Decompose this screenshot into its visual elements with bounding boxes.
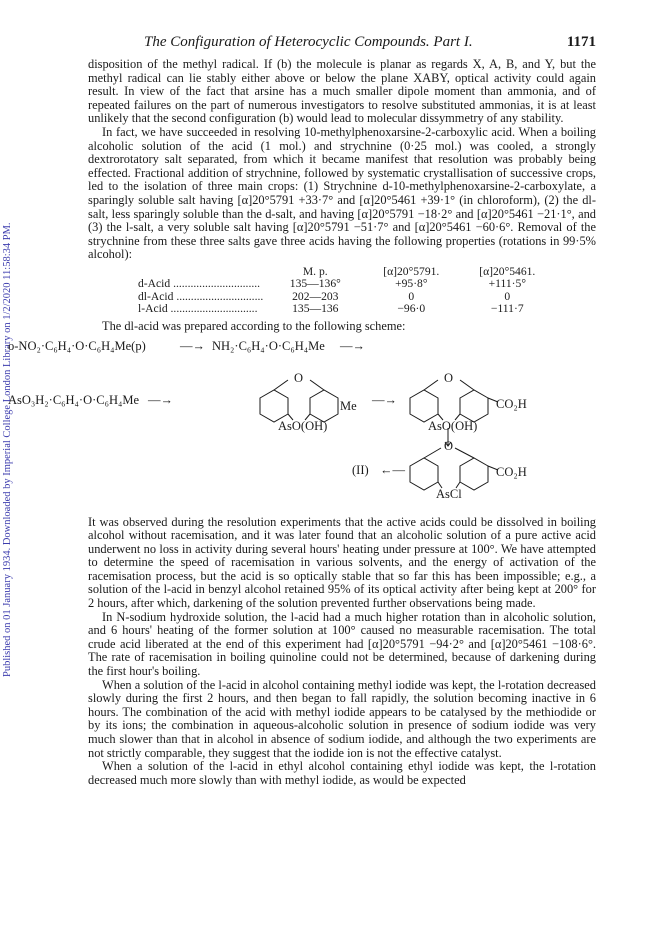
- oxygen-label: O: [294, 370, 304, 385]
- table-row: [134, 303, 555, 316]
- table-cell: l-Acid ..............................: [138, 302, 258, 316]
- table-header: [α]20°5461.: [479, 264, 536, 278]
- scheme-arrow: —→: [372, 392, 397, 407]
- table-header: [α]20°5791.: [383, 264, 440, 278]
- carboxyl-label: CO₂H: [496, 464, 527, 479]
- scheme-arrow: —→: [340, 338, 365, 353]
- scheme-start-compound: o-NO₂·C₆H₄·O·C₆H₄Me(p): [8, 338, 146, 353]
- methyl-label: Me: [340, 398, 357, 413]
- oxygen-label: O: [444, 370, 454, 385]
- benzene-ring: [410, 390, 438, 422]
- benzene-ring: [410, 458, 438, 490]
- bond: [424, 380, 438, 390]
- paragraph: disposition of the methyl radical. If (b) the molecule is planar as regards X, A, B, and Y, but the methyl radical can lie stably either above or below the plane XABY, optical activity could again result. In view of the fact that arsine has a much smaller dipole moment than ammonia, and of repeated failures on the part of numerous investigators to resolve substituted ammonias, it is at least unlikely that the second configuration (b) would lead to molecular dissymmetry of any stability.: [88, 57, 596, 126]
- article-body: [8, 57, 596, 787]
- scheme-arrow-left: ←—: [380, 462, 405, 477]
- compound-ii-label: (II): [352, 462, 369, 477]
- table-header: M. p.: [302, 264, 328, 278]
- scheme-structures: [88, 336, 596, 514]
- carboxyl-label: CO₂H: [496, 396, 527, 411]
- table-cell: 0: [408, 289, 415, 303]
- download-notice: Published on 01 January 1934. Downloaded by Imperial College London Library on 1/2/2020 11:58:34 PM.: [2, 222, 13, 678]
- bond: [455, 448, 474, 458]
- table-cell: −96·0: [397, 302, 426, 316]
- table-cell: −111·7: [490, 302, 524, 316]
- table-cell: d-Acid ..............................: [138, 277, 261, 291]
- scheme-amine-compound: NH₂·C₆H₄·O·C₆H₄Me: [212, 338, 325, 353]
- scheme-arrow: —→: [148, 392, 173, 407]
- oxygen-label: O: [444, 438, 454, 453]
- paragraph: When a solution of the l-acid in ethyl alcohol containing ethyl iodide was kept, the l-rotation decreased much more slowly than with methyl iodide, as would be expected: [88, 759, 596, 787]
- bond: [424, 448, 441, 458]
- paragraph: When a solution of the l-acid in alcohol containing methyl iodide was kept, the l-rotation decreased slowly during the first 2 hours, and then began to fall rapidly, the solution becoming inactive in 6 hours. The combination of the acid with methyl iodide appears to be catalysed by the methiodide or by its ions; the combination in aqueous-alcoholic solution in presence of sodium iodide was very much slower than that in alcohol in absence of sodium iodide, and although the two experiments are not strictly comparable, they suggest that the iodide ion is not the effective catalyst.: [88, 677, 596, 760]
- benzene-ring: [260, 390, 288, 422]
- scheme-arsonic-acid: AsO₃H₂·C₆H₄·O·C₆H₄Me: [8, 392, 139, 407]
- acid-properties-table: [134, 266, 555, 316]
- page-number: 1171: [566, 34, 596, 50]
- bond: [460, 380, 474, 390]
- aso-oh-label: AsO(OH): [428, 418, 478, 433]
- table-cell: 0: [504, 289, 511, 303]
- table-cell: 202—203: [292, 289, 339, 303]
- benzene-ring: [310, 390, 338, 422]
- table-cell: +111·5°: [488, 277, 526, 291]
- bond: [274, 380, 288, 390]
- paragraph: In fact, we have succeeded in resolving 10-methylphenoxarsine-2-carboxylic acid. When a boiling alcoholic solution of the acid (1 mol.) and strychnine (0·25 mol.) was cooled, a strongly dextrorotatory salt separated, from which it became manifest that resolution was probably being effected. Fractional addition of strychnine, followed by systematic crystallisation of successive crops, led to the isolation of three main crops: (1) Strychnine d-10-methylphenoxarsine-2-carboxylate, a sparingly soluble salt having [α]20°5791 +33·7° and [α]20°5461 +39·1° (in chloroform), (2) the dl-salt, less sparingly soluble than the d-salt, and having [α]20°5791 −18·2° and [α]20°5461 −21·1°, and (3) the l-salt, a very soluble salt having [α]20°5791 −51·7° and [α]20°5461 −60·6°. Removal of the strychnine from these three salts gave three acids having the following properties (rotations in 99·5% alcohol):: [88, 124, 596, 262]
- benzene-ring: [460, 390, 488, 422]
- table-cell: 135—136°: [289, 277, 341, 291]
- table-cell: +95·8°: [395, 277, 428, 291]
- ascl-label: AsCl: [436, 486, 462, 501]
- benzene-ring: [460, 458, 488, 490]
- table-cell: 135—136: [292, 302, 339, 316]
- paragraph: It was observed during the resolution experiments that the active acids could be dissolved in boiling alcohol without racemisation, and it was later found that an alcoholic solution of a pure active acid underwent no loss in activity during several hours' heating under pressure at 100°. We have attempted to determine the speed of racemisation in various solvents, and the energy of activation of the racemisation process, but the acid is so optically stable that so far this has been impossible; e.g., a solution of the l-acid in benzyl alcohol retained 95% of its optical activity after being kept at 200° for 2 hours, after which, darkening of the solution prevented further observations being made.: [88, 514, 596, 611]
- running-title: The Configuration of Heterocyclic Compounds. Part I.: [144, 34, 473, 50]
- scheme-arrow: —→: [180, 338, 205, 353]
- paragraph: The dl-acid was prepared according to the following scheme:: [102, 318, 406, 333]
- reaction-scheme: [8, 336, 596, 514]
- running-header: [88, 34, 596, 52]
- paragraph: In N-sodium hydroxide solution, the l-acid had a much higher rotation than in alcoholic solution, and 6 hours' heating of the former solution at 100° caused no measurable racemisation. The total crude acid liberated at the end of this experiment had [α]20°5791 −94·2° and [α]20°5461 −108·6°. The rate of racemisation in boiling quinoline could not be determined, because of darkening during the first hour's boiling.: [88, 609, 596, 679]
- bond: [310, 380, 324, 390]
- aso-oh-label: AsO(OH): [278, 418, 328, 433]
- table-cell: dl-Acid ..............................: [138, 289, 264, 303]
